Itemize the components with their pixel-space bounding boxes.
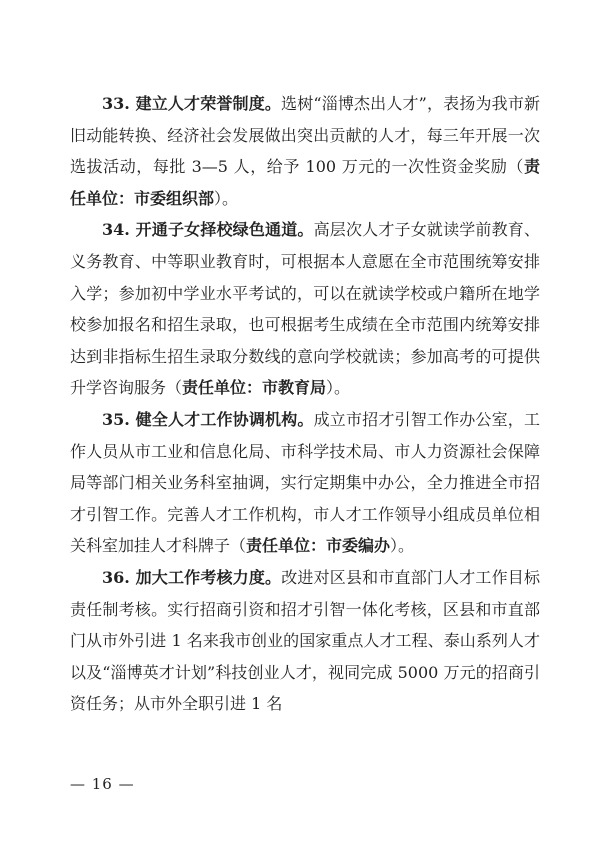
page-number: — 16 —: [70, 775, 135, 793]
paragraph-35: [70, 404, 540, 562]
paragraph-text: 改进对区县和市直部门人才工作目标责任制考核。实行招商引资和招才引智一体化考核，区县和市直部门从市外引进 1 名来我市创业的国家重点人才工程、泰山系列人才以及“淄博英才计划”科技创业人才，视同完成 5000 万元的招商引资任务；从市外全职引进 1 名: [70, 567, 540, 714]
paragraph-text: 成立市招才引智工作办公室，工作人员从市工业和信息化局、市科学技术局、市人力资源社会保障局等部门相关业务科室抽调，实行定期集中办公，全力推进全市招才引智工作。完善人才工作机构，市人才工作领导小组成员单位相关科室加挂人才科牌子（: [70, 409, 540, 556]
paragraph-heading: 34. 开通子女择校绿色通道。: [102, 220, 314, 240]
responsible-unit: 责任单位：市委编办: [246, 536, 391, 556]
paragraph-heading: 36. 加大工作考核力度。: [102, 567, 282, 587]
paragraph-text: 高层次人才子女就读学前教育、义务教育、中等职业教育时，可根据本人意愿在全市范围统筹安排入学；参加初中学业水平考试的，可以在就读学校或户籍所在地学校参加报名和招生录取，也可根据考生成绩在全市范围内统筹安排达到非指标生招生录取分数线的意向学校就读；参加高考的可提供升学咨询服务（: [70, 220, 540, 398]
paragraph-33: [70, 88, 540, 214]
paragraph-tail: ）。: [326, 378, 351, 398]
paragraph-tail: ）。: [214, 188, 239, 208]
paragraph-heading: 35. 健全人才工作协调机构。: [102, 409, 314, 429]
document-body: [70, 88, 540, 720]
paragraph-heading: 33. 建立人才荣誉制度。: [102, 94, 282, 113]
responsible-unit: 责任单位：市教育局: [182, 378, 327, 398]
paragraph-36: [70, 562, 540, 720]
paragraph-34: [70, 214, 540, 404]
responsible-unit: 责任单位：市委组织部: [70, 157, 540, 208]
paragraph-text: 选树“淄博杰出人才”，表扬为我市新旧动能转换、经济社会发展做出突出贡献的人才，每三年开展一次选拔活动，每批 3—5 人，给予 100 万元的一次性资金奖励（: [70, 94, 540, 177]
paragraph-tail: ）。: [390, 536, 415, 556]
